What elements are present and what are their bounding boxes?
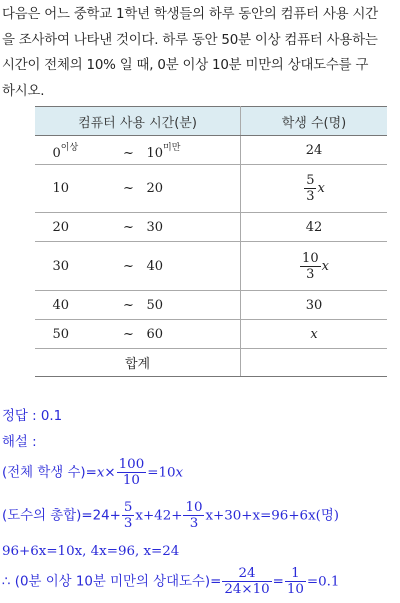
problem-line-1: 다음은 어느 중학교 1학년 학생들의 하루 동안의 컴퓨터 사용 시간 [2,7,378,22]
frequency-cell: x [241,320,388,349]
frequency-cell: 42 [241,213,388,242]
class-interval: 40 ~ 50 [35,291,241,320]
frequency-cell: $\frac{10}{3}$ x [241,242,388,291]
class-interval: 30 ~ 40 [35,242,241,291]
problem-line-4: 하시오. [2,83,45,99]
frequency-cell: 30 [241,291,388,320]
equation-relative-frequency: ∴ (0분 이상 10분 미만의 상대도수)= $\frac{24}{24\times 10}$ = $\frac{1}{10}$ =0.1 [2,566,340,597]
table-header-row [35,107,387,136]
upper-bound-label: 미만 [163,142,181,153]
class-interval: 50 ~ 60 [35,320,241,349]
problem-line-3: 시간이 전체의 10% 일 때, 0분 이상 10분 미만의 상대도수를 구 [2,58,369,73]
class-interval: $0^{이상}$ ~ $10^{미만}$ [35,136,241,165]
table-total-row [35,349,387,377]
table-row [35,213,387,242]
header-time: 컴퓨터 사용 시간(분) [35,107,241,136]
answer-line: 정답 : 0.1 [2,409,63,424]
total-label: 합계 [35,349,241,377]
table-row [35,165,387,213]
header-count: 학생 수(명) [241,107,388,136]
explanation-label: 해설 : [2,435,37,450]
problem-line-2: 을 조사하여 나타낸 것이다. 하루 동안 50분 이상 컴퓨터 사용하는 [2,32,378,48]
problem-statement [2,2,398,104]
table-row [35,320,387,349]
table-row [35,136,387,165]
equation-total-students: (전체 학생 수)=x× $\frac{100}{10}$ =10x [2,457,184,488]
frequency-cell: $\frac{5}{3}$ x [241,165,388,213]
frequency-cell: 24 [241,136,388,165]
total-value [241,349,388,377]
class-interval: 10 ~ 20 [35,165,241,213]
lower-bound-label: 이상 [60,142,79,153]
frequency-table [35,106,387,377]
class-interval: 20 ~ 30 [35,213,241,242]
equation-frequency-sum: (도수의 총합)=24+ $\frac{5}{3}$ x+42+ $\frac{10}{3}$ x+30+x=96+6x(명) [2,500,340,531]
equation-solve-x: 96+6x=10x, 4x=96, x=24 [2,544,180,559]
table-row [35,242,387,291]
table-row [35,291,387,320]
